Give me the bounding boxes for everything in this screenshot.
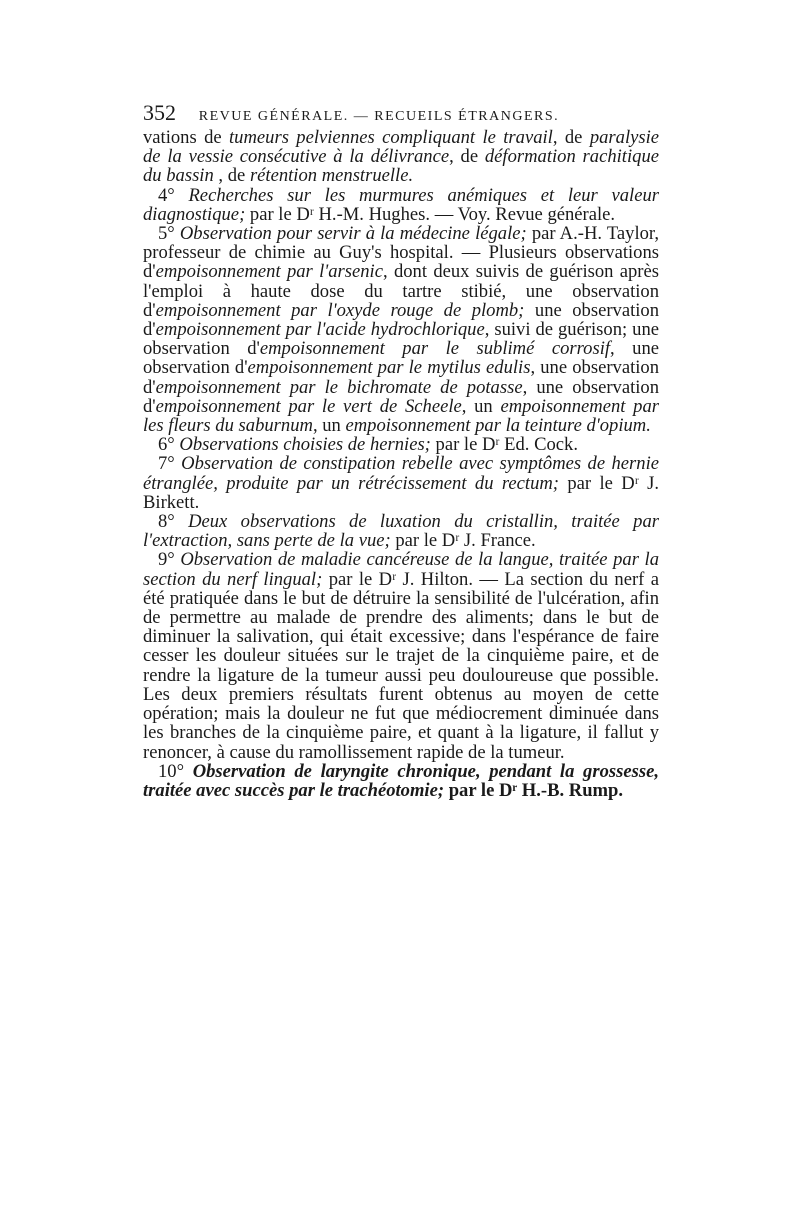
italic-text: empoisonnement par l'arsenic: [155, 261, 383, 283]
paragraph: [143, 762, 659, 800]
page-header: [143, 100, 663, 126]
italic-text: empoisonnement par le vert de Scheele: [155, 395, 462, 417]
italic-text: empoisonnement par la teinture d'opium.: [345, 415, 651, 437]
text-run: , une observation d': [143, 376, 659, 417]
paragraph: [143, 454, 659, 512]
text-run: , suivi de guérison; une observation d': [143, 319, 659, 360]
text-run: , de: [552, 127, 590, 148]
italic-text: empoisonnement par le mytilus edulis: [247, 357, 531, 379]
text-run: une observation d': [143, 299, 659, 341]
text-run: par le Dʳ J. Hilton. — La section du nerf a été pratiquée dans le but de détruire la sensibilité de l'ulcération, afin de permettre au malade de prendre des aliments; dans le but de diminuer la salivation, qui était excessive; dans l'espérance de faire cesser les douleur situées sur le trajet de la cinquième paire, et de rendre la ligature de la tumeur aussi peu douloureuse que possible. Les deux premiers résultats furent obtenus au moyen de cette opération; mais la douleur ne fut que médiocrement diminuée dans les branches de la cinquième paire, et quant à la ligature, il fallut y renoncer, à cause du ramollissement rapide de la tumeur.: [143, 568, 659, 763]
italic-text: Observation de laryngite chronique, pendant la grossesse, traitée avec succès par le trachéotomie;: [143, 760, 659, 801]
paragraph: [143, 128, 659, 186]
italic-text: empoisonnement par le bichromate de potasse: [155, 376, 523, 398]
text-run: , de: [449, 146, 485, 168]
italic-text: Observations choisies de hernies;: [179, 434, 431, 456]
text-run: par le Dʳ J. Birkett.: [143, 472, 660, 513]
italic-text: déformation rachitique du bassin: [143, 146, 659, 187]
text-run: vations de: [143, 127, 230, 148]
italic-text: empoisonnement par l'acide hydrochlorique: [155, 319, 485, 341]
text-run: par le Dʳ H.-B. Rump.: [444, 779, 624, 801]
italic-text: tumeurs pelviennes compliquant le travail: [229, 127, 553, 148]
text-run: 8°: [158, 511, 189, 533]
italic-text: empoisonnement par l'oxyde rouge de plomb;: [155, 299, 525, 321]
italic-text: paralysie de la vessie consécutive à la délivrance: [143, 127, 660, 168]
italic-text: empoisonnement par les fleurs du saburnum: [143, 395, 659, 437]
page-number: 352: [143, 100, 176, 125]
paragraph: [143, 512, 659, 550]
paragraph: [143, 435, 659, 454]
text-run: 5°: [158, 223, 180, 245]
text-run: 10°: [158, 760, 193, 782]
text-run: par A.-H. Taylor, professeur de chimie au Guy's hospital. — Plusieurs observations d': [143, 223, 659, 283]
text-run: 9°: [158, 549, 181, 571]
text-run: 4°: [158, 184, 189, 206]
text-run: 6°: [158, 434, 180, 456]
text-run: , dont deux suivis de guérison après l'emploi à haute dose du tartre stibié, une observation d': [143, 261, 659, 321]
italic-text: rétention menstruelle.: [249, 165, 414, 187]
text-run: par le Dʳ J. France.: [390, 530, 536, 552]
italic-text: Observation de maladie cancéreuse de la langue, traitée par la section du nerf lingual;: [143, 549, 659, 590]
article-body: [143, 128, 659, 800]
text-run: , une observation d': [143, 357, 660, 398]
italic-text: Observation de constipation rebelle avec symptômes de hernie étranglée, produite par un rétrécissement du rectum;: [143, 453, 659, 494]
text-run: par le Dʳ H.-M. Hughes. — Voy. Revue générale.: [245, 203, 616, 225]
text-run: par le Dʳ Ed. Cock.: [430, 434, 578, 456]
text-run: , de: [213, 165, 250, 187]
text-run: , un: [312, 415, 346, 437]
italic-text: Observation pour servir à la médecine légale;: [179, 223, 527, 245]
italic-text: empoisonnement par le sublimé corrosif: [259, 338, 611, 360]
paragraph: [143, 224, 659, 435]
paragraph: [143, 550, 659, 761]
paragraph: [143, 186, 659, 224]
running-title: REVUE GÉNÉRALE. — RECUEILS ÉTRANGERS.: [198, 109, 560, 124]
italic-text: Deux observations de luxation du cristallin, traitée par l'extraction, sans perte de la vue;: [143, 511, 659, 552]
text-run: , un: [461, 395, 501, 417]
text-run: , une observation d': [143, 338, 660, 379]
italic-text: Recherches sur les murmures anémiques et leur valeur diagnostique;: [143, 184, 659, 225]
text-run: 7°: [158, 453, 182, 475]
